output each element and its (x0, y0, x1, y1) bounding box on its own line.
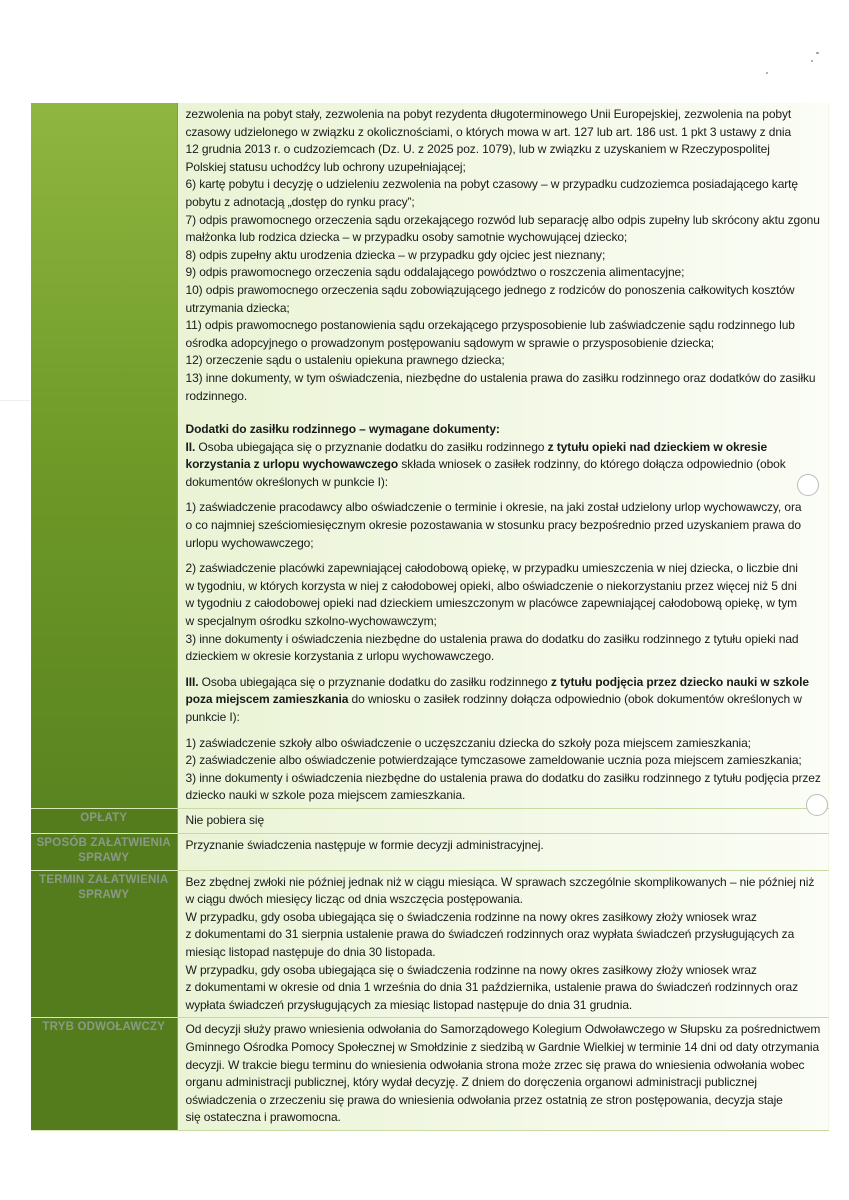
paragraph-iii-cont (186, 691, 824, 709)
text-line: dzieckiem w okresie korzystania z urlopu wychowawczego. (185, 649, 495, 664)
list-item: 8) odpis zupełny aktu urodzenia dziecka – w przypadku gdy ojciec jest nieznany; (185, 247, 606, 262)
fees-label: OPŁATY (80, 811, 128, 824)
label-line: SPRAWY (78, 888, 130, 901)
list-item: 2) zaświadczenie placówki zapewniającej całodobową opiekę, w przypadku umieszczenia w niej dziecka, o liczbie dni (185, 561, 798, 576)
list-item: 12) orzeczenie sądu o ustaleniu opiekuna prawnego dziecka; (185, 353, 505, 368)
paragraph-ii (186, 439, 824, 457)
text-line: czasowy udzielonego w związku z okolicznościami, o których mowa w art. 127 lub art. 186 ust. 1 pkt 3 ustawy z dnia (185, 124, 792, 139)
handling-method-content (177, 833, 829, 870)
text-line: w specjalnym ośrodku szkolno-wychowawczym; (185, 614, 437, 629)
appeal-text (186, 1021, 824, 1127)
label-line: SPRAWY (78, 851, 130, 864)
text-run: Osoba ubiegająca się o przyznanie dodatku do zasiłku rodzinnego (195, 439, 548, 454)
spacer (186, 491, 824, 499)
text-line: utrzymania dziecka; (185, 300, 290, 315)
list-item: 7) odpis prawomocnego orzeczenia sądu orzekającego rozwód lub separację albo odpis zupełny lub skrócony aktu zgonu (185, 212, 820, 227)
text-line: pobytu z adnotacją „dostęp do rynku pracy”; (185, 194, 415, 209)
documents-label-cell (31, 103, 177, 808)
procedure-table (31, 103, 829, 1131)
list-item: 3) inne dokumenty i oświadczenia niezbędne do ustalenia prawa do dodatku do zasiłku rodzinnego z tytułu opieki nad (185, 631, 799, 646)
text-line: wypłata świadczeń przysługujących za miesiąc listopad następuje do dnia 31 grudnia. (185, 997, 633, 1012)
list-item: 10) odpis prawomocnego orzeczenia sądu zobowiązującego jednego z rodziców do ponoszenia całkowitych kosztów (185, 282, 795, 297)
paragraph-ii-cont (186, 456, 824, 474)
deadline-label-cell (31, 870, 177, 1018)
text-line: się ostateczna i prawomocna. (185, 1110, 341, 1125)
documents-content (177, 103, 829, 808)
list-item: 1) zaświadczenie pracodawcy albo oświadczenie o terminie i okresie, na jaki został udzielony urlop wychowawczy, ora (185, 500, 802, 515)
bold-text: z tytułu opieki nad dzieckiem w okresie (547, 439, 768, 454)
label-line: SPOSÓB ZAŁATWIENIA (36, 836, 171, 849)
handling-method-row (31, 833, 829, 870)
bold-text: poza miejscem zamieszkania (185, 692, 349, 707)
heading-text: Dodatki do zasiłku rodzinnego – wymagane dokumenty: (185, 422, 500, 437)
text-line: w tygodniu z całodobowej opieki nad dzieckiem umieszczonym w placówce zapewniającej całodobową opiekę, w tym (185, 596, 798, 611)
deadline-label (31, 871, 177, 903)
text-line: dziecko nauki w szkole poza miejscem zamieszkania. (185, 788, 466, 803)
scan-edge-line (0, 400, 30, 401)
scan-speck (811, 60, 813, 62)
deadline-content (177, 870, 829, 1018)
list-item: 2) zaświadczenie albo oświadczenie potwierdzające tymczasowe zameldowanie ucznia poza miejscem zamieszkania; (185, 753, 802, 768)
document-list-continued (186, 106, 824, 405)
appeal-label: TRYB ODWOŁAWCZY (42, 1021, 166, 1034)
documents-row (31, 103, 829, 808)
text-line: Gminnego Ośrodka Pomocy Społecznej w Smołdzinie z siedzibą w Gardnie Wielkiej w terminie 14 dni od daty otrzymania (185, 1039, 820, 1054)
text-line: urlopu wychowawczego; (185, 535, 314, 550)
deadline-text (186, 874, 824, 1015)
text-line: punkcie I): (185, 710, 240, 724)
list-item: 11) odpis prawomocnego postanowienia sądu orzekającego przysposobienie lub zaświadczenie sądu rodzinnego lub (185, 318, 795, 333)
text-line: zezwolenia na pobyt stały, zezwolenia na pobyt rezydenta długoterminowego Unii Europejskiej, zezwolenia na pobyt (185, 107, 792, 121)
text-line: z dokumentami w okresie od dnia 1 września do dnia 31 października, ustalenie prawa do świadczeń rodzinnych oraz (185, 980, 798, 995)
text-line: 12 grudnia 2013 r. o cudzoziemcach (Dz. U. z 2025 poz. 1079), lub w związku z uzyskaniem w Rzeczypospolitej (185, 142, 770, 157)
punch-hole-mark (797, 474, 819, 496)
bold-text: korzystania z urlopu wychowawczego (185, 457, 399, 472)
text-line: w tygodniu, w których korzysta w niej z całodobowej opieki, albo oświadczenie o niekorzystaniu przez więcej niż 5 dni (185, 578, 797, 593)
list-item: 6) kartę pobytu i decyzję o udzieleniu zezwolenia na pobyt czasowy – w przypadku cudzoziemca posiadającego kartę (185, 177, 798, 192)
text-run: składa wniosek o zasiłek rodzinny, do którego dołącza odpowiednio (obok (398, 457, 786, 472)
roman-numeral: II. (185, 439, 196, 454)
list-item: 9) odpis prawomocnego orzeczenia sądu oddalającego powództwo o roszczenia alimentacyjne; (185, 265, 685, 280)
text-line: miesiąc listopad następuje do dnia 30 listopada. (185, 944, 436, 959)
text-line: dokumentów określonych w punkcie I): (185, 474, 388, 489)
text-line: organu administracji publicznej, który wydał decyzję. Z dniem do doręczenia organowi administracji publicznej (185, 1075, 757, 1090)
text-line: z dokumentami do 31 sierpnia ustalenie prawa do świadczeń rodzinnych oraz wypłata świadczeń przysługujących za (185, 927, 795, 942)
fees-content (177, 808, 829, 833)
fees-text: Nie pobiera się (185, 812, 265, 827)
fees-label-cell (31, 808, 177, 833)
text-line: Polskiej statusu uchodźcy lub ochrony uzupełniającej; (185, 159, 466, 174)
text-line: rodzinnego. (185, 388, 248, 403)
text-run: Osoba ubiegająca się o przyznanie dodatku do zasiłku rodzinnego (198, 674, 551, 689)
appeal-row (31, 1018, 829, 1131)
scan-speck (816, 52, 819, 54)
deadline-row (31, 870, 829, 1018)
spacer (186, 552, 824, 560)
handling-method-label-cell (31, 833, 177, 870)
spacer (186, 666, 824, 674)
text-line: decyzji. W trakcie biegu terminu do wniesienia odwołania strona może zrzec się prawa do wniesienia odwołania wobec (185, 1057, 805, 1072)
list-item: 3) inne dokumenty i oświadczenia niezbędne do ustalenia prawa do dodatku do zasiłku rodzinnego z tytułu podjęcia przez (185, 770, 821, 785)
text-line: Od decyzji służy prawo wniesienia odwołania do Samorządowego Kolegium Odwoławczego w Słupsku za pośrednictwem (185, 1022, 821, 1037)
text-line: małżonka lub rodzica dziecka – w przypadku osoby samotnie wychowującej dziecko; (185, 230, 628, 245)
text-line: W przypadku, gdy osoba ubiegająca się o świadczenia rodzinne na nowy okres zasiłkowy złoży wniosek wraz (185, 909, 757, 924)
text-line: w ciągu dwóch miesięcy licząc od dnia wszczęcia postępowania. (185, 892, 523, 907)
text-line: W przypadku, gdy osoba ubiegająca się o świadczenia rodzinne na nowy okres zasiłkowy złoży wniosek wraz (185, 962, 757, 977)
list-item: 1) zaświadczenie szkoły albo oświadczenie o uczęszczaniu dziecka do szkoły poza miejscem zamieszkania; (185, 735, 751, 750)
appeal-label-cell (31, 1018, 177, 1131)
bold-text: z tytułu podjęcia przez dziecko nauki w szkole (550, 674, 809, 689)
label-line: TERMIN ZAŁATWIENIA (39, 873, 169, 886)
text-line: oświadczenia o zrzeczeniu się prawa do wniesienia odwołania przez ostatnią ze stron postępowania, decyzja staje (185, 1092, 783, 1107)
handling-method-text: Przyznanie świadczenia następuje w formie decyzji administracyjnej. (185, 837, 544, 852)
spacer (186, 405, 824, 421)
section-heading (186, 421, 824, 439)
appeal-content (177, 1018, 829, 1131)
paragraph-iii (186, 674, 824, 692)
fees-row (31, 808, 829, 833)
text-run: do wniosku o zasiłek rodzinny dołącza odpowiednio (obok dokumentów określonych w (348, 692, 802, 707)
text-line: ośrodka adopcyjnego o prowadzonym postępowaniu sądowym w sprawie o przysposobienie dziecka; (185, 335, 715, 350)
text-line: Bez zbędnej zwłoki nie później jednak niż w ciągu miesiąca. W sprawach szczególnie skomplikowanych – nie później niż (185, 874, 815, 889)
scan-speck (766, 72, 768, 74)
text-line: o co najmniej sześciomiesięcznym okresie pozostawania w stosunku pracy bezpośrednio przed uzyskaniem prawa do (185, 518, 801, 533)
list-item: 13) inne dokumenty, w tym oświadczenia, niezbędne do ustalenia prawa do zasiłku rodzinnego oraz dodatków do zasiłku (185, 370, 816, 385)
spacer (186, 727, 824, 735)
punch-hole-mark (806, 794, 828, 816)
handling-method-label (31, 834, 177, 866)
roman-numeral: III. (185, 674, 199, 689)
